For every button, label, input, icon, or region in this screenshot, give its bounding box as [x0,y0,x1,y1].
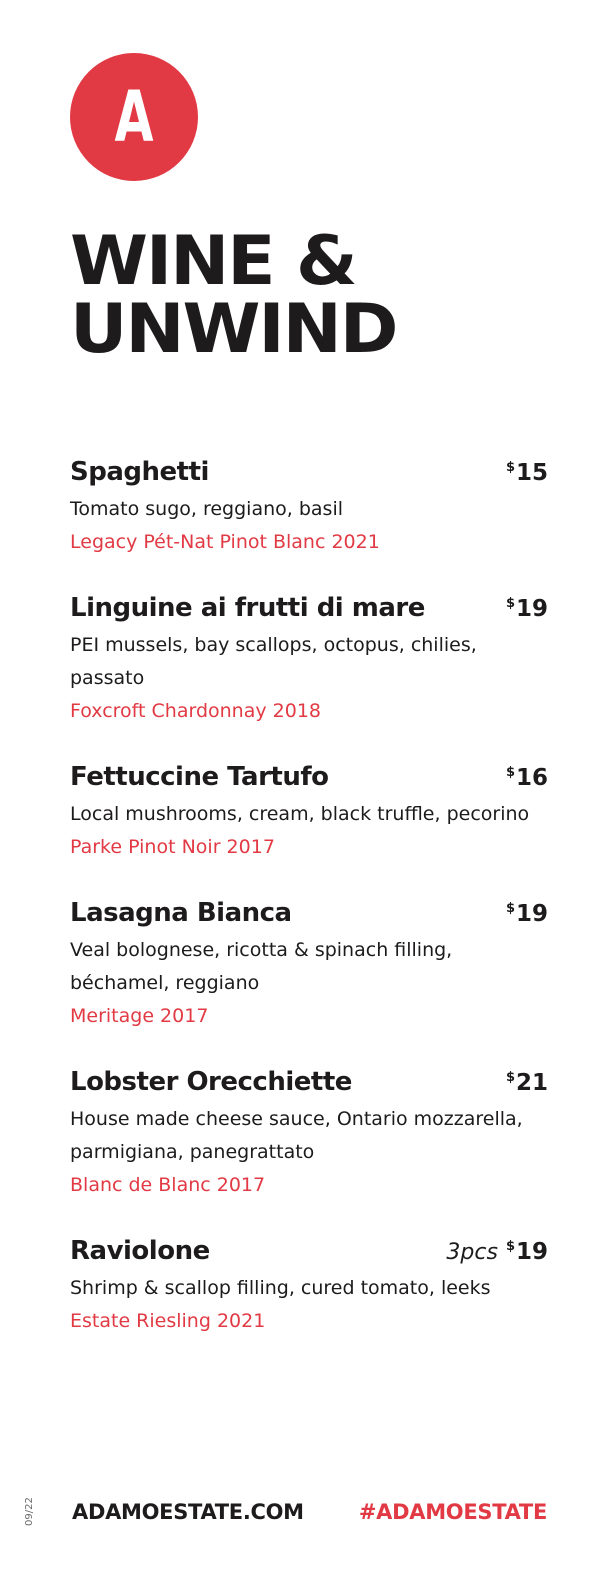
menu-item-header [70,898,548,932]
menu-item-wine-pairing: Parke Pinot Noir 2017 [70,836,275,858]
price-value: 21 [515,1070,548,1096]
currency-symbol: $ [505,596,515,611]
price-value: 16 [515,765,548,791]
menu-item-spaghetti [70,457,548,559]
menu-item-lobster [70,1067,548,1202]
menu-item-wine-pairing: Blanc de Blanc 2017 [70,1174,266,1196]
brand-logo [70,53,198,181]
hashtag: #ADAMOESTATE [358,1500,547,1524]
menu-item-header [70,1067,548,1101]
menu-item-price [506,596,548,622]
menu-item-price [506,1239,548,1265]
menu-item-price [506,765,548,791]
menu-list [70,457,548,1372]
price-value: 15 [515,460,548,486]
menu-item-header [70,1236,548,1270]
menu-item-header [70,762,548,796]
menu-item-name: Spaghetti [70,457,209,487]
menu-item-name: Lobster Orecchiette [70,1067,352,1097]
logo-letter: A [114,76,154,158]
menu-item-header [70,457,548,491]
menu-item-wine-pairing: Foxcroft Chardonnay 2018 [70,700,321,722]
page-title-line-2: UNWIND [70,290,397,369]
menu-item-wine-pairing: Estate Riesling 2021 [70,1310,266,1332]
menu-item-wine-pairing: Meritage 2017 [70,1005,209,1027]
menu-item-description: Tomato sugo, reggiano, basil [70,498,344,520]
menu-item-description: Veal bolognese, ricotta & spinach filling, béchamel, reggiano [70,939,453,994]
menu-item-linguine [70,593,548,728]
menu-item-name: Lasagna Bianca [70,898,292,928]
menu-item-lasagna [70,898,548,1033]
page-title-line-1: WINE & [70,222,356,301]
price-value: 19 [515,901,548,927]
menu-item-price [506,901,548,927]
menu-item-price [506,460,548,486]
menu-item-fettuccine [70,762,548,864]
menu-item-description: Local mushrooms, cream, black truffle, pecorino [70,803,530,825]
print-date-code: 09/22 [24,1497,35,1526]
currency-symbol: $ [505,901,515,916]
menu-item-name: Fettuccine Tartufo [70,762,329,792]
website-link[interactable]: ADAMOESTATE.COM [72,1500,304,1524]
menu-item-name: Raviolone [70,1236,210,1266]
menu-item-description: House made cheese sauce, Ontario mozzarella, parmigiana, panegrattato [70,1108,523,1163]
currency-symbol: $ [505,1239,515,1254]
menu-item-name: Linguine ai frutti di mare [70,593,425,623]
menu-item-raviolone [70,1236,548,1338]
currency-symbol: $ [505,1070,515,1085]
menu-item-header [70,593,548,627]
page-title [70,222,397,369]
price-value: 19 [515,596,548,622]
menu-item-price [506,1070,548,1096]
menu-item-description: Shrimp & scallop filling, cured tomato, leeks [70,1277,491,1299]
currency-symbol: $ [505,765,515,780]
menu-item-description: PEI mussels, bay scallops, octopus, chilies, passato [70,634,477,689]
menu-item-wine-pairing: Legacy Pét-Nat Pinot Blanc 2021 [70,531,380,553]
currency-symbol: $ [505,460,515,475]
menu-item-quantity: 3pcs [446,1240,498,1265]
price-value: 19 [515,1239,548,1265]
